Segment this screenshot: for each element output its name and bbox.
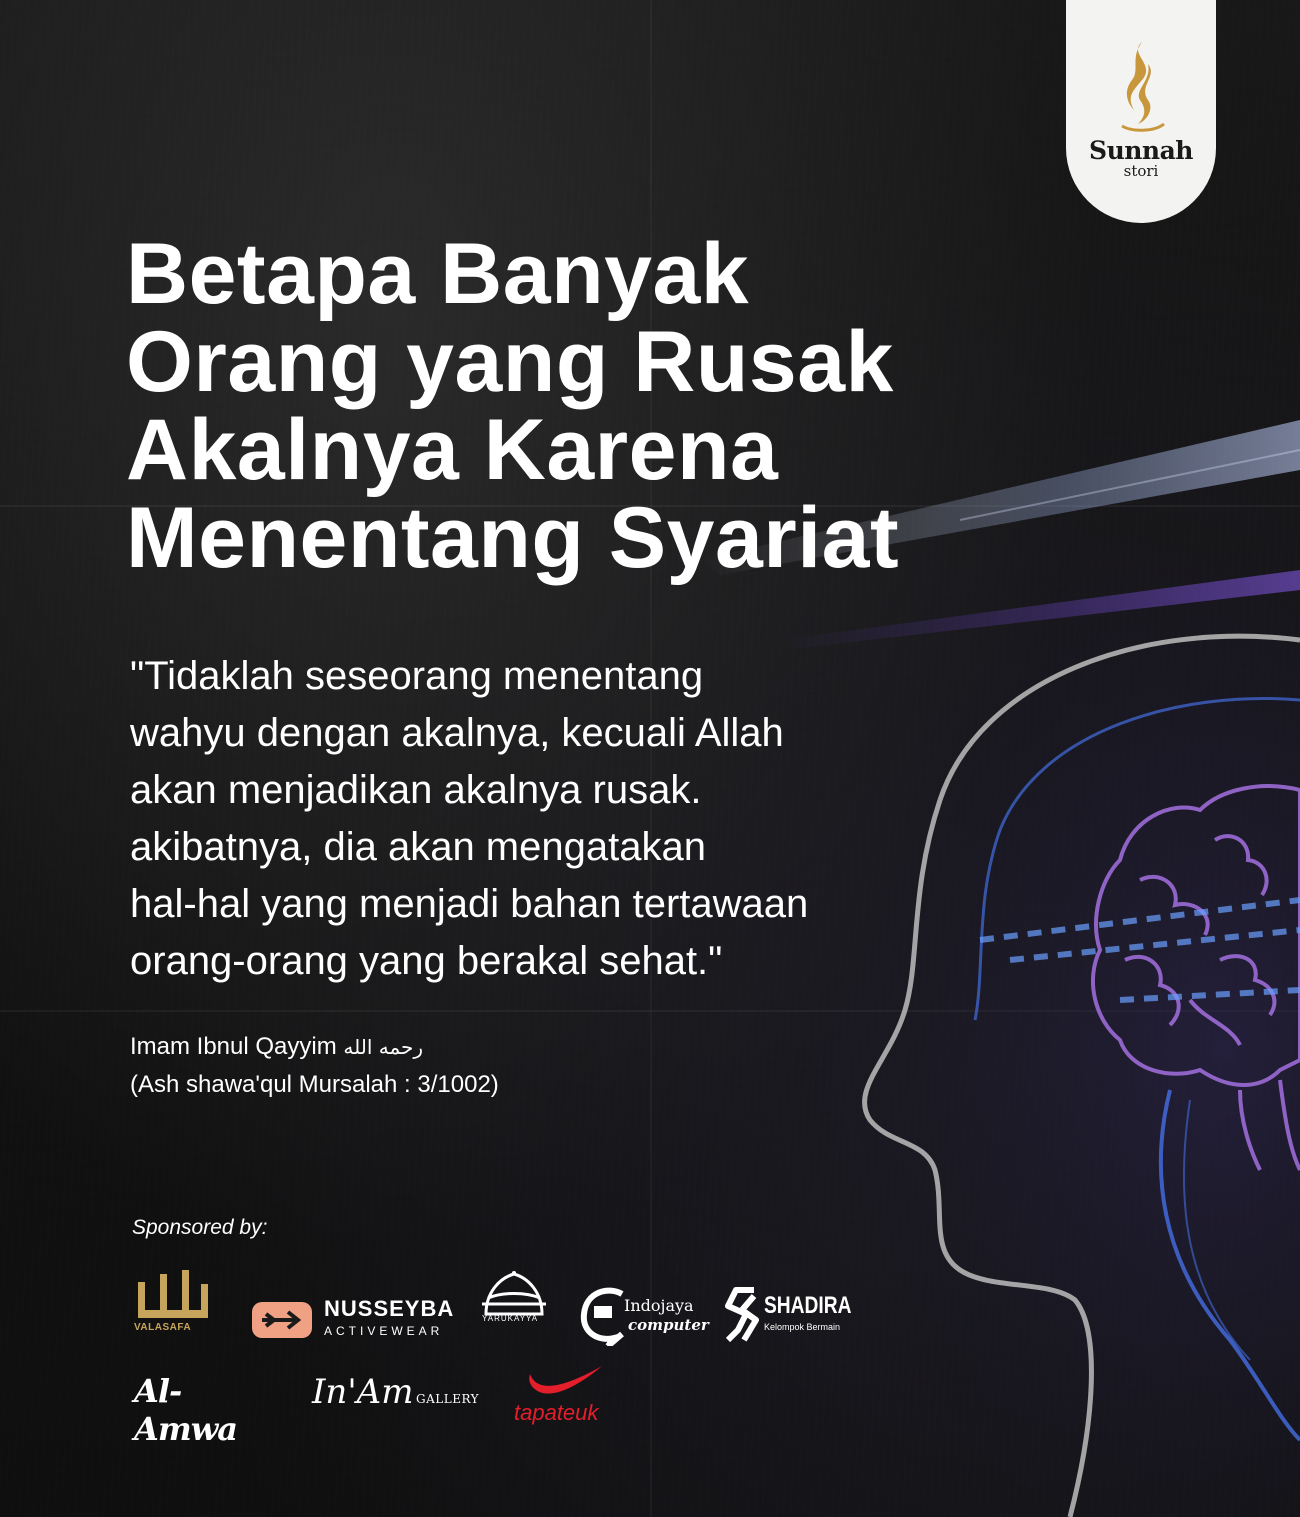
sponsor-nusseyba-logo (252, 1296, 455, 1344)
quote (130, 648, 1010, 990)
sponsor-sub: ACTIVEWEAR (324, 1324, 444, 1338)
sponsored-by-label: Sponsored by: (132, 1216, 268, 1239)
quote-line: orang-orang yang berakal sehat." (130, 939, 723, 983)
sponsor-valasafa-logo (132, 1266, 217, 1346)
arrow-icon (252, 1302, 312, 1338)
quote-line: wahyu dengan akalnya, kecuali Allah (130, 711, 784, 755)
source-honorific: رحمه الله (343, 1035, 424, 1059)
quote-line: hal-hal yang menjadi bahan tertawaan (130, 882, 809, 926)
sponsor-indojaya-logo (578, 1284, 708, 1346)
sponsor-sub: GALLERY (416, 1392, 480, 1406)
quote-line: "Tidaklah seseorang menentang (130, 654, 704, 698)
source-author: Imam Ibnul Qayyim (130, 1033, 337, 1060)
headline-line: Betapa Banyak (126, 226, 750, 322)
sponsor-tapateuk-logo (512, 1360, 612, 1430)
quote-source (130, 1028, 830, 1103)
brand-subname: stori (1123, 162, 1159, 180)
brand-name: Sunnah (1089, 136, 1193, 165)
sponsor-sub: Kelompok Bermain (764, 1322, 841, 1332)
sunnah-stori-logo (1066, 0, 1216, 223)
headline-line: Akalnya Karena (126, 402, 779, 498)
sponsor-inam-logo (312, 1372, 492, 1416)
headline-line: Orang yang Rusak (126, 314, 894, 410)
sponsor-sub: computer (628, 1316, 709, 1334)
flame-icon (1108, 40, 1174, 132)
s-mark-icon (724, 1284, 760, 1346)
sponsor-name: Indojaya (624, 1296, 694, 1315)
valasafa-mark-icon (136, 1270, 210, 1320)
quote-line: akan menjadikan akalnya rusak. (130, 768, 702, 812)
swirl-icon (578, 1284, 634, 1346)
sponsor-name: YARUKAYYA (482, 1314, 539, 1323)
swoosh-icon (526, 1360, 606, 1396)
headline-line: Menentang Syariat (126, 490, 900, 586)
sponsor-name: NUSSEYBA (324, 1296, 455, 1321)
sponsor-name: tapateuk (514, 1400, 599, 1425)
sponsor-yarukaya-logo (472, 1270, 556, 1340)
quote-line: akibatnya, dia akan mengatakan (130, 825, 706, 869)
headline (126, 226, 1086, 586)
sponsor-name: SHADIRA (764, 1292, 852, 1319)
sponsor-name: In'Am (312, 1372, 414, 1412)
sponsor-name: VALASAFA (134, 1322, 192, 1333)
sponsor-shadira-logo (724, 1284, 854, 1346)
sponsor-alamwa-logo: Al-Amwa (134, 1372, 237, 1448)
source-reference: (Ash shawa'qul Mursalah : 3/1002) (130, 1071, 499, 1098)
